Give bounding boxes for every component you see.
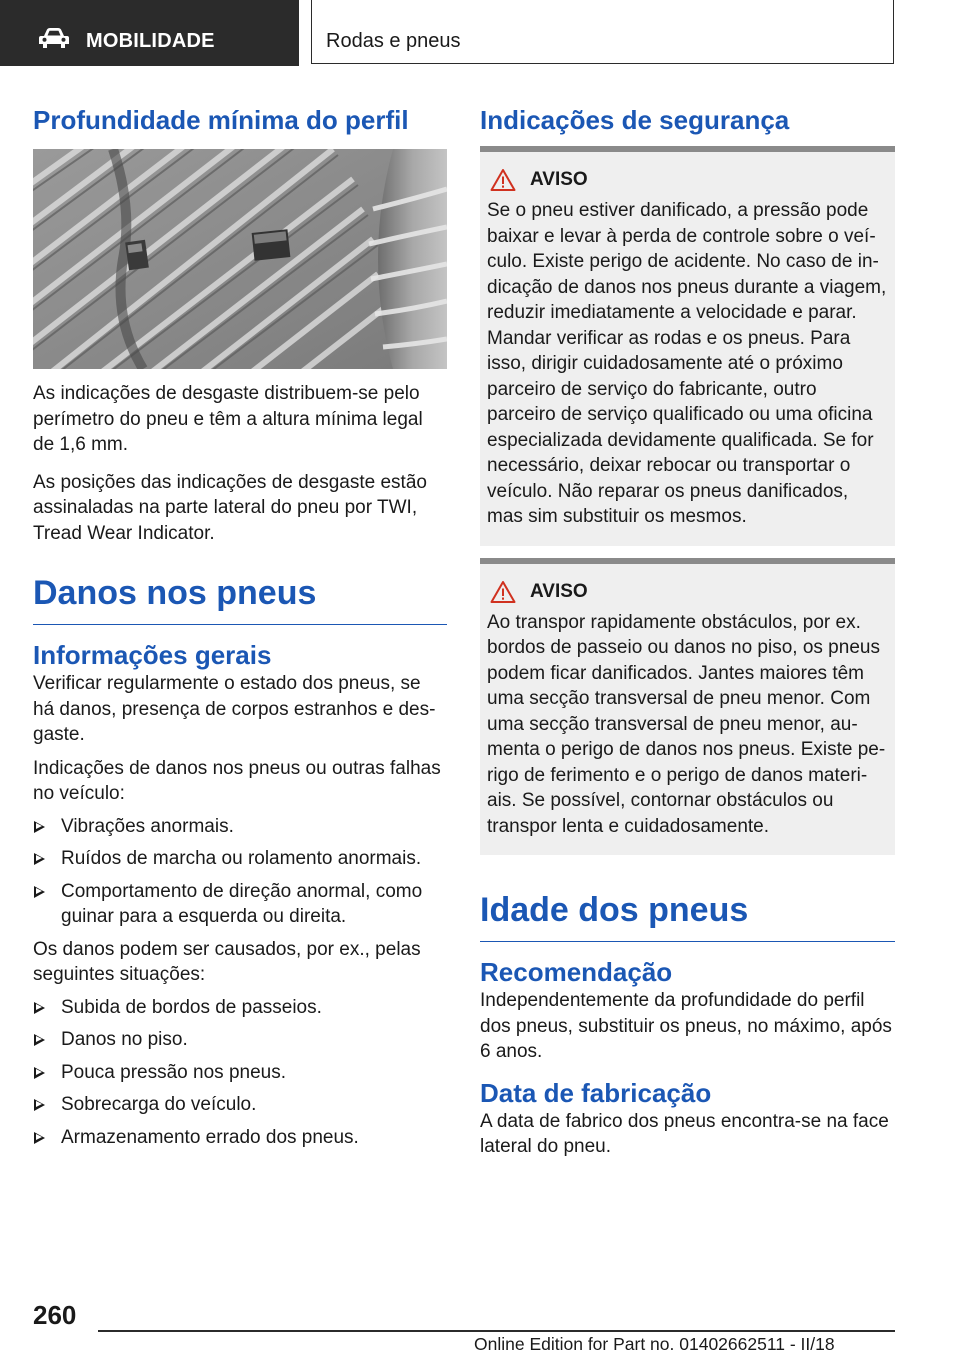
list-item: Armazenamento errado dos pneus. bbox=[33, 1125, 447, 1151]
list-item: Sobrecarga do veículo. bbox=[33, 1092, 447, 1118]
list-item: Ruídos de marcha ou rolamento anormais. bbox=[33, 846, 447, 872]
triangle-bullet-icon bbox=[34, 1034, 45, 1046]
warning-title bbox=[490, 580, 888, 604]
tire-tread-wear-indicator-image bbox=[33, 149, 447, 369]
left-column bbox=[33, 104, 447, 1150]
triangle-bullet-icon bbox=[34, 821, 45, 833]
list-item: Comportamento de direção anormal, como guinar para a esquerda ou direita. bbox=[33, 879, 447, 930]
triangle-bullet-icon bbox=[34, 853, 45, 865]
car-icon bbox=[38, 27, 70, 49]
paragraph-manufacture-date: A data de fabrico dos pneus encontra-se na face lateral do pneu. bbox=[480, 1110, 889, 1157]
warning-triangle-icon bbox=[490, 580, 516, 604]
warning-title bbox=[490, 168, 888, 192]
warning-label: AVISO bbox=[530, 580, 588, 602]
paragraph-wear-indicators: As indicações de desgaste distribuem-se pelo perímetro do pneu e têm a altura mínima legal de 1,6 mm. bbox=[33, 383, 423, 455]
triangle-bullet-icon bbox=[34, 1132, 45, 1144]
triangle-bullet-icon bbox=[34, 1002, 45, 1014]
page-number: 260 bbox=[33, 1300, 77, 1330]
chapter-box bbox=[311, 0, 894, 64]
paragraph-damage-causes: Os danos podem ser causados, por ex., pelas seguintes situações: bbox=[33, 938, 421, 985]
heading-min-tread-depth: Profundidade mínima do perfil bbox=[33, 105, 409, 135]
page-header bbox=[0, 0, 960, 66]
heading-general-info: Informações gerais bbox=[33, 640, 272, 670]
paragraph-recommendation: Independentemente da profundidade do perfil dos pneus, substituir os pneus, no máximo, após 6 anos. bbox=[480, 990, 892, 1062]
warning-label: AVISO bbox=[530, 169, 588, 190]
list-item: Vibrações anormais. bbox=[33, 814, 447, 840]
section-title: MOBILIDADE bbox=[86, 30, 215, 52]
list-item: Subida de bordos de passeios. bbox=[33, 995, 447, 1021]
triangle-bullet-icon bbox=[34, 1067, 45, 1079]
heading-safety-notes: Indicações de segurança bbox=[480, 105, 790, 135]
warning-box bbox=[480, 146, 895, 546]
paragraph-check-tires: Verificar regularmente o estado dos pneus, se há danos, presença de corpos estranhos e desgaste. bbox=[33, 673, 436, 745]
heading-recommendation: Recomendação bbox=[480, 957, 673, 987]
paragraph-damage-indications: Indicações de danos nos pneus ou outras falhas no veículo: bbox=[33, 757, 441, 804]
heading-manufacture-date: Data de fabricação bbox=[480, 1077, 712, 1108]
warning-text: Se o pneu estiver danificado, a pressão pode baixar e levar à perda de controle sobre o veículo. Existe perigo de acidente. No caso de indicação de danos nos pneus durante a viagem, reduzir imediatamente a velocidade e parar. Mandar verificar as rodas e os pneus. Para isso, dirigir cuidadosamente até o próximo parceiro de serviço do fabricante, outro parceiro de serviço qualificado ou uma oficina especializada devidamente qualificada. Se for necessário, deixar rebocar ou transportar o veículo. Não reparar os pneus danificados, mas sim substituir os mesmos. bbox=[487, 200, 887, 527]
heading-tire-damage: Danos nos pneus bbox=[33, 572, 447, 625]
heading-tire-age: Idade dos pneus bbox=[480, 889, 895, 942]
warning-box bbox=[480, 558, 895, 856]
footer-edition: Online Edition for Part no. 01402662511 - II/18 bbox=[474, 1334, 835, 1354]
warning-triangle-icon bbox=[490, 168, 516, 192]
footer-divider bbox=[98, 1330, 895, 1332]
damage-indications-list bbox=[33, 814, 447, 930]
right-column bbox=[480, 104, 895, 1160]
triangle-bullet-icon bbox=[34, 1099, 45, 1111]
warning-text: Ao transpor rapidamente obstáculos, por ex. bordos de passeio ou danos no piso, os pneus podem ficar danificados. Jantes maiores têm uma secção transversal de pneu menor. Com uma secção transversal de pneu menor, aumenta o perigo de danos nos pneus. Existe perigo de ferimento e o perigo de danos materiais. Se possível, contornar obstáculos ou transpor lenta e cuidadosamente. bbox=[487, 611, 886, 837]
section-tab bbox=[0, 0, 299, 66]
chapter-title: Rodas e pneus bbox=[326, 30, 461, 52]
triangle-bullet-icon bbox=[34, 886, 45, 898]
list-item: Danos no piso. bbox=[33, 1027, 447, 1053]
paragraph-twi-position: As posições das indicações de desgaste estão assinaladas na parte lateral do pneu por TWI, Tread Wear Indicator. bbox=[33, 471, 427, 544]
damage-causes-list bbox=[33, 995, 447, 1151]
list-item: Pouca pressão nos pneus. bbox=[33, 1060, 447, 1086]
